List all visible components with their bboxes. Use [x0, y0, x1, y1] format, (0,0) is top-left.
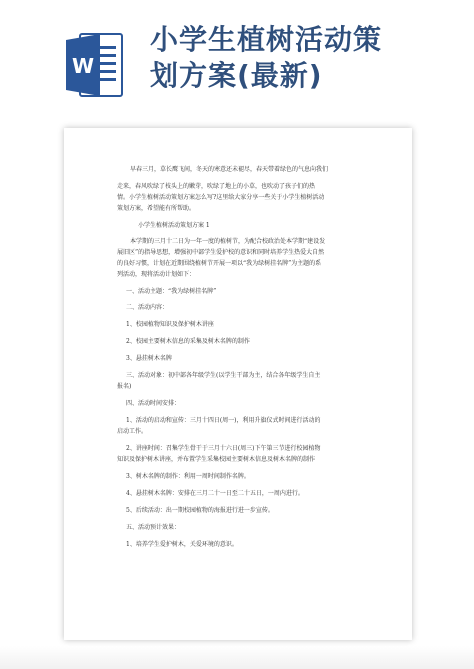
doc-line: 本学期的三月十二日为一年一度的植树节，为配合校政治处本学期“建设发 [130, 238, 326, 245]
doc-line: 走来，春风吹绿了枝头上的嫩芽，吹绿了地上的小草，也吹动了孩子们的热 [117, 183, 316, 190]
page-title [150, 22, 450, 94]
doc-line: 报名) [117, 383, 132, 390]
document-page [64, 128, 412, 640]
doc-line: 四、活动时间安排： [126, 400, 181, 407]
doc-line: 3、悬挂树木名牌 [126, 355, 172, 362]
doc-line: 5、后续活动：出一期校园植物的海报进行进一步宣传。 [126, 507, 274, 514]
title-line-1: 小学生植树活动策 [150, 23, 383, 56]
doc-line: 启动工作。 [117, 428, 148, 435]
doc-line: 2、讲座时间：召集学生骨干于三月十六日(周三)下午第三节进行校园植物 [126, 445, 321, 452]
doc-line: 小学生植树活动策划方案 1 [138, 222, 210, 229]
doc-line: 三、活动对象：初中部各年级学生(以学生干部为主，结合各年级学生自主 [126, 372, 321, 379]
doc-line: 策划方案，希望能有所帮助。 [117, 205, 196, 212]
doc-line: 一、活动主题：“我为绿树挂名牌” [126, 288, 217, 295]
doc-line: 1、活动的启动和宣传：三月十四日(周一)，利用升旗仪式时间进行活动的 [126, 417, 321, 424]
word-document-icon [66, 30, 126, 100]
doc-line: 3、树木名牌的制作：利用一周时间制作名牌。 [126, 473, 250, 480]
doc-line: 知识及保护树木讲座，并布置学生采集校园主要树木信息及树木名牌的制作 [117, 456, 316, 463]
bottom-shade [0, 646, 474, 669]
word-icon-letter: W [71, 54, 95, 78]
doc-line: 列活动，现将活动计划如下： [117, 271, 196, 278]
doc-line: 早春三月，草长鹰飞间，冬天的寒意还未褪尽，春天带着绿色的气息向我们 [130, 166, 329, 173]
title-line-2: 划方案(最新) [150, 59, 323, 92]
doc-line: 2、校园主要树木信息的采集及树木名牌的制作 [126, 338, 250, 345]
doc-line: 展旧区”的指导思想，增强初中部学生爱护校的意识和同时培养学生热爱大自然 [117, 249, 325, 256]
doc-line: 二、活动内容： [126, 304, 169, 311]
doc-line: 五、活动预计效果： [126, 524, 181, 531]
doc-line: 1、校园植物知识及保护树木讲座 [126, 321, 214, 328]
doc-line: 4、悬挂树木名牌：安排在三月二十一日至二十五日，一周内进行。 [126, 490, 304, 497]
doc-line: 情。小学生植树活动策划方案怎么写?这里给大家分享一些关于小学生植树活动 [117, 194, 325, 201]
doc-line: 的良好习惯，计划在近期围绕植树节开展一项以“我为绿树挂名牌”为主题的系 [117, 260, 322, 267]
doc-line: 1、培养学生爱护树木，关爱环境的意识。 [126, 541, 238, 548]
